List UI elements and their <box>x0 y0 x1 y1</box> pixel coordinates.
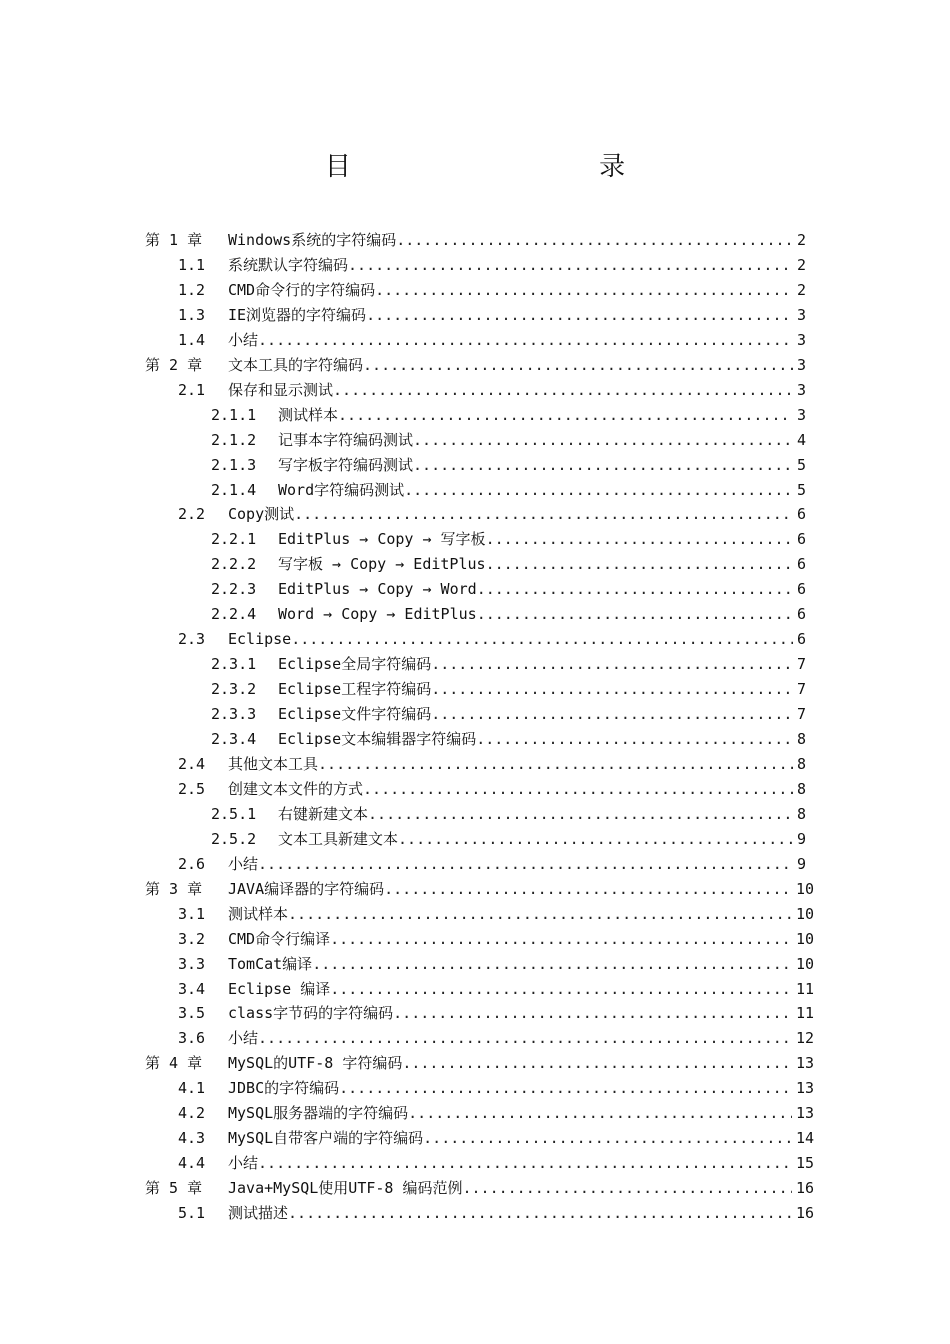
toc-section-row[interactable] <box>0 752 950 777</box>
toc-leader-dots <box>330 927 792 952</box>
toc-leader-dots <box>339 1076 792 1101</box>
toc-leader-dots <box>338 403 793 428</box>
toc-entry-title: JAVA编译器的字符编码 <box>228 879 385 898</box>
toc-entry-title: 写字板字符编码测试 <box>278 455 414 474</box>
toc-page-number: 13 <box>795 1104 814 1123</box>
toc-leader-dots <box>312 952 792 977</box>
toc-leader-dots <box>330 977 792 1002</box>
toc-number: 2.1.3 <box>211 455 257 474</box>
toc-entry-title: 小结 <box>228 1029 259 1048</box>
toc-leader-dots <box>402 1051 792 1076</box>
toc-entry-title: 文本工具新建文本 <box>278 829 399 848</box>
toc-number: 4.1 <box>178 1079 206 1098</box>
toc-page-number: 12 <box>795 1029 814 1048</box>
toc-chapter-row[interactable] <box>0 353 950 378</box>
toc-section-row[interactable] <box>0 328 950 353</box>
toc-number: 2.5.1 <box>211 804 257 823</box>
toc-section-row[interactable] <box>0 952 950 977</box>
toc-page-number: 15 <box>795 1154 814 1173</box>
toc-entry-title: Eclipse 编译 <box>228 979 331 998</box>
toc-section-row[interactable] <box>0 1201 950 1226</box>
toc-leader-dots <box>393 1001 792 1026</box>
toc-entry-title: 记事本字符编码测试 <box>278 430 414 449</box>
toc-leader-dots <box>486 527 793 552</box>
toc-number: 4.3 <box>178 1129 206 1148</box>
toc-page-number: 6 <box>796 530 806 549</box>
toc-chapter-row[interactable] <box>0 1176 950 1201</box>
toc-number: 2.3 <box>178 630 206 649</box>
toc-chapter-row[interactable] <box>0 877 950 902</box>
toc-number: 2.1 <box>178 380 206 399</box>
toc-entry-title: Eclipse全局字符编码 <box>278 655 432 674</box>
toc-section-row[interactable] <box>0 677 950 702</box>
toc-section-row[interactable] <box>0 827 950 852</box>
toc-entry-title: 右键新建文本 <box>278 804 369 823</box>
toc-number: 第 2 章 <box>145 355 203 374</box>
toc-leader-dots <box>363 353 793 378</box>
toc-leader-dots <box>486 552 793 577</box>
toc-page-number: 16 <box>795 1204 814 1223</box>
toc-leader-dots <box>404 478 793 503</box>
toc-number: 3.3 <box>178 954 206 973</box>
toc-leader-dots <box>318 752 793 777</box>
toc-page-number: 13 <box>795 1054 814 1073</box>
toc-entry-title: class字节码的字符编码 <box>228 1004 394 1023</box>
toc-number: 2.3.4 <box>211 730 257 748</box>
toc-entry-title: CMD命令行的字符编码 <box>228 280 376 299</box>
toc-section-row[interactable] <box>0 727 950 752</box>
toc-leader-dots <box>291 627 793 652</box>
toc-number: 第 3 章 <box>145 879 203 898</box>
toc-number: 2.2.1 <box>211 530 257 549</box>
toc-entry-title: 写字板 → Copy → EditPlus <box>278 555 486 574</box>
toc-entry-title: Word字符编码测试 <box>278 480 405 499</box>
toc-number: 第 4 章 <box>145 1054 203 1073</box>
toc-leader-dots <box>294 502 793 527</box>
toc-entry-title: CMD命令行编译 <box>228 929 331 948</box>
toc-chapter-row[interactable] <box>0 1051 950 1076</box>
toc-leader-dots <box>258 1026 792 1051</box>
toc-number: 3.4 <box>178 979 206 998</box>
toc-leader-dots <box>384 877 792 902</box>
toc-page-number: 6 <box>796 580 806 599</box>
toc-section-row[interactable] <box>0 478 950 503</box>
toc-leader-dots <box>288 1201 792 1226</box>
toc-page-number: 11 <box>795 1004 814 1023</box>
toc-number: 2.1.4 <box>211 480 257 499</box>
toc-section-row[interactable] <box>0 1126 950 1151</box>
toc-page-number: 11 <box>795 979 814 998</box>
toc-section-row[interactable] <box>0 552 950 577</box>
toc-leader-dots <box>375 278 793 303</box>
toc-leader-dots <box>288 902 792 927</box>
toc-page-number: 8 <box>796 804 806 823</box>
toc-page-number: 3 <box>796 330 806 349</box>
toc-page-number: 10 <box>795 929 814 948</box>
toc-number: 2.3.1 <box>211 655 257 674</box>
toc-section-row[interactable] <box>0 378 950 403</box>
toc-page-number: 10 <box>795 954 814 973</box>
toc-section-row[interactable] <box>0 627 950 652</box>
toc-leader-dots <box>408 1101 792 1126</box>
toc-leader-dots <box>413 453 793 478</box>
toc-section-row[interactable] <box>0 977 950 1002</box>
toc-leader-dots <box>431 677 793 702</box>
toc-page-number: 6 <box>796 605 806 624</box>
toc-number: 1.4 <box>178 330 206 349</box>
toc-number: 2.2.4 <box>211 605 257 624</box>
toc-number: 2.2.3 <box>211 580 257 599</box>
toc-page-number: 8 <box>796 779 806 798</box>
toc-number: 2.6 <box>178 854 206 873</box>
toc-page-number: 10 <box>795 879 814 898</box>
toc-entry-title: Eclipse工程字符编码 <box>278 680 432 699</box>
toc-number: 2.4 <box>178 754 206 773</box>
toc-section-row[interactable] <box>0 702 950 727</box>
toc-entry-title: EditPlus → Copy → 写字板 <box>278 530 486 549</box>
toc-entry-title: 其他文本工具 <box>228 754 319 773</box>
toc-entry-title: 系统默认字符编码 <box>228 255 349 274</box>
toc-entry-title: IE浏览器的字符编码 <box>228 305 367 324</box>
toc-entry-title: Eclipse文本编辑器字符编码 <box>278 730 477 748</box>
toc-section-row[interactable] <box>0 802 950 827</box>
toc-leader-dots <box>463 1176 792 1201</box>
toc-section-row[interactable] <box>0 1101 950 1126</box>
toc-number: 第 1 章 <box>145 231 203 249</box>
toc-leader-dots <box>348 253 793 278</box>
page-title: 目 录 <box>324 152 746 182</box>
toc-number: 1.1 <box>178 255 206 274</box>
toc-entry-title: 小结 <box>228 330 259 349</box>
toc-entry-title: Copy测试 <box>228 505 295 524</box>
toc-entry-title: Word → Copy → EditPlus <box>278 605 477 624</box>
toc-section-row[interactable] <box>0 1151 950 1176</box>
toc-section-row[interactable] <box>0 253 950 278</box>
toc-number: 2.1.1 <box>211 405 257 424</box>
toc-leader-dots <box>258 852 793 877</box>
toc-number: 2.3.2 <box>211 680 257 699</box>
toc-page-number: 6 <box>796 630 806 649</box>
toc-number: 2.5.2 <box>211 829 257 848</box>
toc-entry-title: Windows系统的字符编码 <box>228 231 397 249</box>
toc-entry-title: 小结 <box>228 1154 259 1173</box>
toc-page-number: 8 <box>796 730 806 748</box>
toc-number: 5.1 <box>178 1204 206 1223</box>
toc-number: 2.5 <box>178 779 206 798</box>
toc-number: 2.1.2 <box>211 430 257 449</box>
toc-entry-title: 小结 <box>228 854 259 873</box>
toc-section-row[interactable] <box>0 927 950 952</box>
toc-number: 第 5 章 <box>145 1179 203 1198</box>
toc-leader-dots <box>413 428 793 453</box>
toc-page-number: 8 <box>796 754 806 773</box>
toc-entry-title: MySQL自带客户端的字符编码 <box>228 1129 424 1148</box>
toc-section-row[interactable] <box>0 278 950 303</box>
toc-page-number: 3 <box>796 305 806 324</box>
toc-number: 3.1 <box>178 904 206 923</box>
toc-section-row[interactable] <box>0 652 950 677</box>
toc-page-number: 14 <box>795 1129 814 1148</box>
toc-page-number: 13 <box>795 1079 814 1098</box>
toc-section-row[interactable] <box>0 527 950 552</box>
toc-page-number: 2 <box>796 231 806 249</box>
toc-number: 3.2 <box>178 929 206 948</box>
toc-leader-dots <box>431 652 793 677</box>
toc-entry-title: TomCat编译 <box>228 954 313 973</box>
toc-chapter-row[interactable] <box>0 228 950 253</box>
toc-number: 2.3.3 <box>211 705 257 724</box>
toc-number: 1.2 <box>178 280 206 299</box>
toc-page-number: 7 <box>796 655 806 674</box>
toc-entry-title: 创建文本文件的方式 <box>228 779 364 798</box>
toc-section-row[interactable] <box>0 602 950 627</box>
toc-section-row[interactable] <box>0 303 950 328</box>
toc-page-number: 7 <box>796 705 806 724</box>
toc-page-number: 3 <box>796 355 806 374</box>
toc-entry-title: 文本工具的字符编码 <box>228 355 364 374</box>
toc-section-row[interactable] <box>0 1001 950 1026</box>
toc-leader-dots <box>476 727 793 752</box>
toc-entry-title: Eclipse文件字符编码 <box>278 705 432 724</box>
toc-page-number: 16 <box>795 1179 814 1198</box>
toc-number: 2.2.2 <box>211 555 257 574</box>
toc-page-number: 2 <box>796 255 806 274</box>
toc-entry-title: EditPlus → Copy → Word <box>278 580 477 599</box>
toc-leader-dots <box>396 228 793 253</box>
toc-entry-title: MySQL服务器端的字符编码 <box>228 1104 409 1123</box>
toc-page-number: 9 <box>796 829 806 848</box>
toc-section-row[interactable] <box>0 577 950 602</box>
toc-leader-dots <box>477 602 793 627</box>
toc-section-row[interactable] <box>0 1026 950 1051</box>
toc-section-row[interactable] <box>0 1076 950 1101</box>
toc-page-number: 9 <box>796 854 806 873</box>
toc-number: 4.2 <box>178 1104 206 1123</box>
toc-entry-title: MySQL的UTF-8 字符编码 <box>228 1054 403 1073</box>
toc-leader-dots <box>368 802 793 827</box>
toc-page-number: 2 <box>796 280 806 299</box>
toc-section-row[interactable] <box>0 777 950 802</box>
toc-page-number: 4 <box>796 430 806 449</box>
toc-entry-title: 保存和显示测试 <box>228 380 334 399</box>
toc-entry-title: 测试样本 <box>228 904 289 923</box>
toc-section-row[interactable] <box>0 902 950 927</box>
toc-section-row[interactable] <box>0 453 950 478</box>
toc-leader-dots <box>258 328 793 353</box>
toc-number: 4.4 <box>178 1154 206 1173</box>
toc-page-number: 6 <box>796 505 806 524</box>
toc-leader-dots <box>398 827 793 852</box>
toc-section-row[interactable] <box>0 852 950 877</box>
toc-entry-title: Eclipse <box>228 630 292 649</box>
toc-entry-title: 测试描述 <box>228 1204 289 1223</box>
toc-leader-dots <box>477 577 793 602</box>
toc-entry-title: Java+MySQL使用UTF-8 编码范例 <box>228 1179 463 1198</box>
toc-number: 1.3 <box>178 305 206 324</box>
toc-entry-title: JDBC的字符编码 <box>228 1079 340 1098</box>
toc-number: 2.2 <box>178 505 206 524</box>
toc-leader-dots <box>258 1151 792 1176</box>
toc-page-number: 5 <box>796 455 806 474</box>
toc-page-number: 7 <box>796 680 806 699</box>
toc-page-number: 3 <box>796 380 806 399</box>
toc-page-number: 6 <box>796 555 806 574</box>
toc-leader-dots <box>366 303 793 328</box>
toc-page-number: 5 <box>796 480 806 499</box>
toc-leader-dots <box>333 378 793 403</box>
toc-number: 3.5 <box>178 1004 206 1023</box>
toc-page-number: 10 <box>795 904 814 923</box>
toc-section-row[interactable] <box>0 428 950 453</box>
toc-section-row[interactable] <box>0 502 950 527</box>
toc-leader-dots <box>423 1126 792 1151</box>
toc-number: 3.6 <box>178 1029 206 1048</box>
toc-leader-dots <box>431 702 793 727</box>
toc-page-number: 3 <box>796 405 806 424</box>
toc-section-row[interactable] <box>0 403 950 428</box>
toc-leader-dots <box>363 777 793 802</box>
toc-entry-title: 测试样本 <box>278 405 339 424</box>
